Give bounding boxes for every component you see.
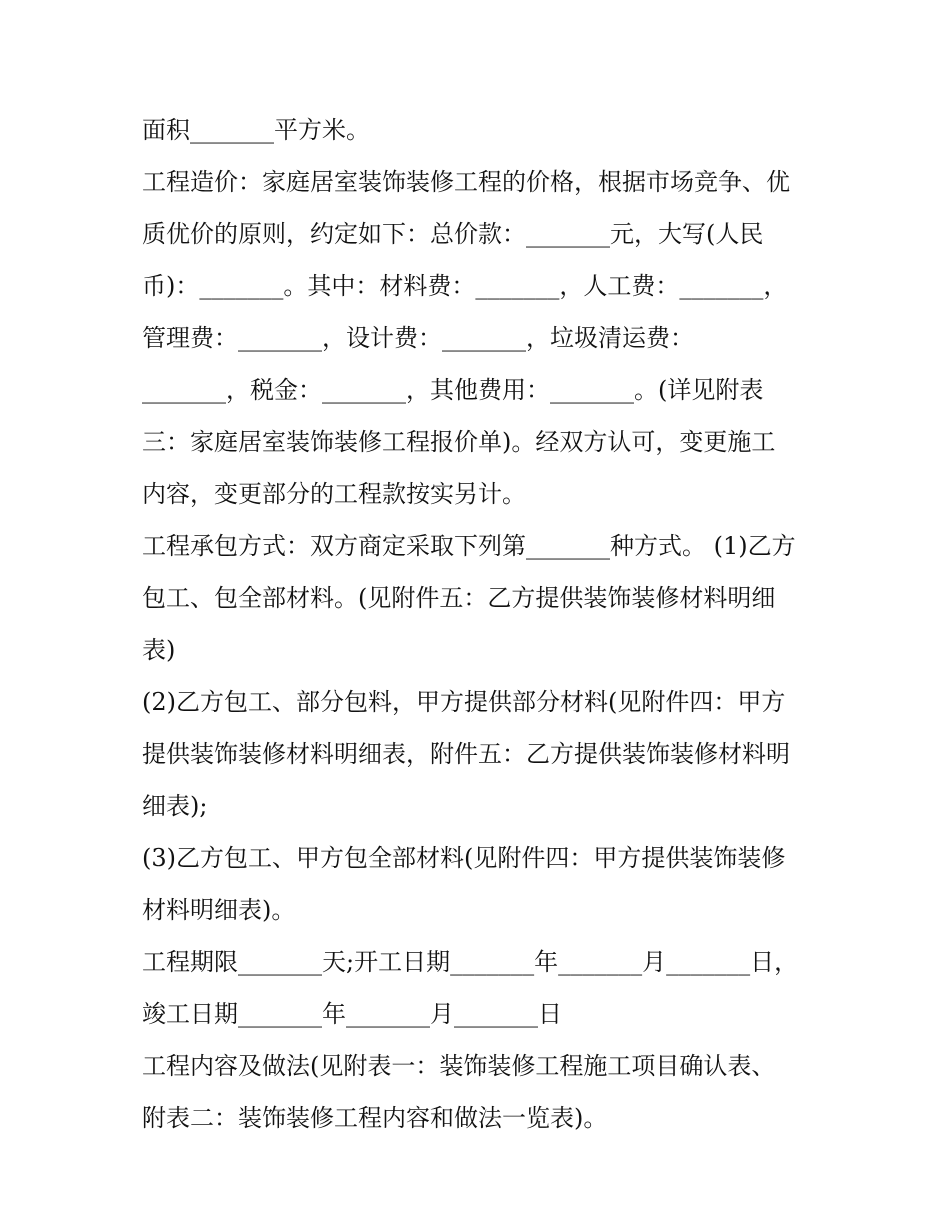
text-line-area: 面积_______平方米。 [142, 116, 370, 144]
text-line-duration-start: 工程期限_______天;开工日期_______年_______月_______日， [142, 948, 799, 976]
text-line-work-content: 工程内容及做法(见附表一：装饰装修工程施工项目确认表、 [142, 1052, 776, 1080]
text-line-method-2-end: 细表); [142, 792, 208, 820]
text-line-completion-date: 竣工日期_______年_______月_______日 [142, 1000, 562, 1028]
contract-body [142, 104, 822, 1144]
text-line-method-2-cont: 提供装饰装修材料明细表，附件五：乙方提供装饰装修材料明 [142, 740, 790, 768]
text-line-change-note: 内容，变更部分的工程款按实另计。 [142, 480, 526, 508]
text-line-method-3: (3)乙方包工、甲方包全部材料(见附件四：甲方提供装饰装修 [142, 844, 786, 872]
text-line-total-price: 质优价的原则，约定如下：总价款：_______元，大写(人民 [142, 220, 764, 248]
text-line-contract-method: 工程承包方式：双方商定采取下列第_______种方式。 (1)乙方 [142, 532, 796, 560]
text-line-method-1-end: 表) [142, 636, 176, 664]
text-line-quotation-ref: 三：家庭居室装饰装修工程报价单)。经双方认可，变更施工 [142, 428, 776, 456]
text-line-tax-other-fee: _______，税金：_______，其他费用：_______。(详见附表 [142, 376, 764, 404]
text-line-material-labor-fee: 币)：_______。其中：材料费：_______，人工费：_______， [142, 272, 788, 300]
text-line-price-intro: 工程造价：家庭居室装饰装修工程的价格，根据市场竞争、优 [142, 168, 790, 196]
text-line-work-content-end: 附表二：装饰装修工程内容和做法一览表)。 [142, 1104, 608, 1132]
text-line-method-3-end: 材料明细表)。 [142, 896, 296, 924]
text-line-management-design-fee: 管理费：_______，设计费：_______，垃圾清运费： [142, 324, 694, 352]
text-line-method-2: (2)乙方包工、部分包料，甲方提供部分材料(见附件四：甲方 [142, 688, 786, 716]
text-line-method-1: 包工、包全部材料。(见附件五：乙方提供装饰装修材料明细 [142, 584, 776, 612]
